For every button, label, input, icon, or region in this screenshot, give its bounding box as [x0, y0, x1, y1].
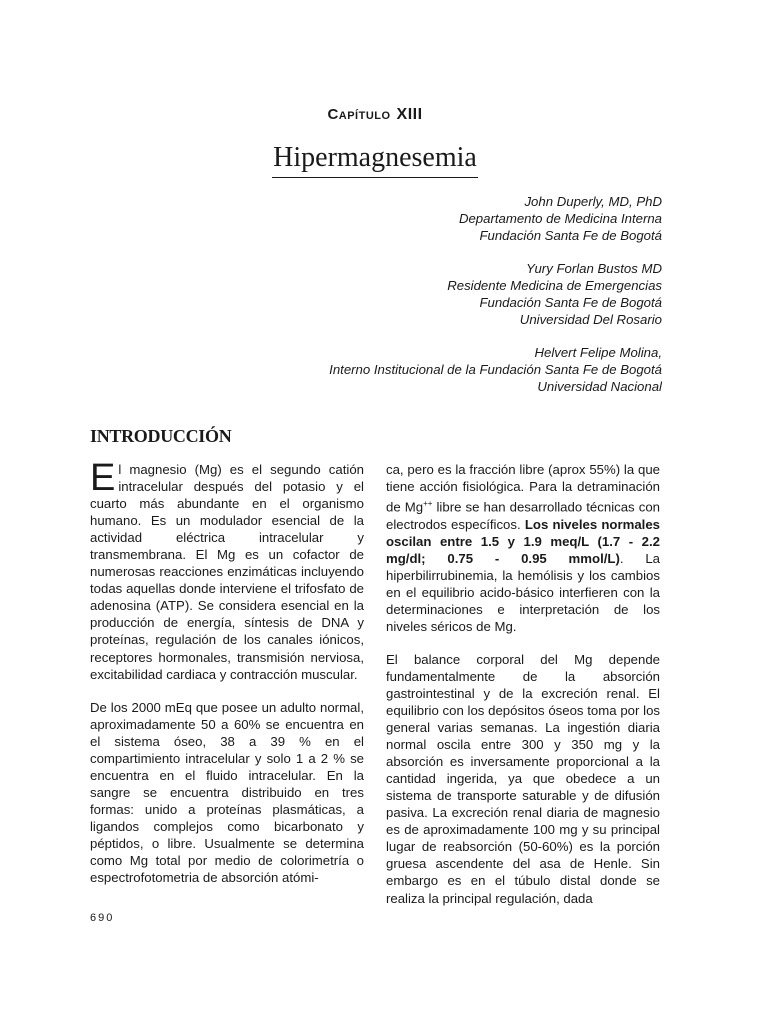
page-number: 690: [90, 912, 115, 924]
author-line: Yury Forlan Bustos MD: [526, 261, 662, 276]
drop-cap: E: [90, 457, 116, 499]
paragraph-text: . La hiperbilirrubinemia, la hemólisis y los cambios en el equilibrio acido-básico interfieren con la determinaciones e interpretación de los niveles séricos de Mg.: [386, 550, 660, 634]
author-line: Fundación Santa Fe de Bogotá: [479, 228, 662, 243]
right-column: [386, 461, 660, 923]
page-title: Hipermagnesemia: [272, 142, 478, 178]
chapter-number: XIII: [396, 106, 423, 123]
author-line: Interno Institucional de la Fundación Santa Fe de Bogotá: [329, 362, 662, 377]
chapter-label: [0, 106, 750, 124]
author-line: Helvert Felipe Molina,: [534, 345, 662, 360]
author-group-1: [329, 193, 662, 244]
author-line: John Duperly, MD, PhD: [524, 194, 662, 209]
superscript: ++: [423, 499, 433, 509]
author-group-3: [329, 344, 662, 395]
paragraph: [90, 457, 364, 683]
author-line: Departamento de Medicina Interna: [458, 211, 662, 226]
paragraph-text: ca, pero es la fracción libre (aprox 55%) la que tiene acción fisiológica. Para la detraminación de Mg: [386, 462, 660, 515]
author-group-2: [329, 260, 662, 328]
paragraph: El balance corporal del Mg depende fundamentalmente de la absorción gastrointestinal y de la excreción renal. El equilibrio con los depósitos óseos toma por los general varias semanas. La ingestión diaria normal oscila entre 300 y 350 mg y la absorción es inversamente proporcional a la cantidad ingerida, ya que obedece a un sistema de transporte saturable y de difusión pasiva. La excreción renal diaria de magnesio es de aproximadamente 100 mg y su principal lugar de reabsorción (50-60%) es la porción gruesa ascendente del asa de Henle. Sin embargo es en el túbulo distal donde se realiza la principal regulación, dada: [386, 651, 660, 906]
author-block: [329, 193, 662, 411]
author-line: Universidad Del Rosario: [519, 312, 662, 327]
section-heading: INTRODUCCIÓN: [90, 426, 232, 446]
normal-levels-text: Los niveles normales oscilan entre 1.5 y 1.9 meq/L (1.7 - 2.2 mg/dl; 0.75 - 0.95 mmol/L): [386, 516, 660, 566]
author-line: Fundación Santa Fe de Bogotá: [479, 295, 662, 310]
author-line: Universidad Nacional: [537, 379, 662, 394]
paragraph: De los 2000 mEq que posee un adulto normal, aproximadamente 50 a 60% se encuentra en el sistema óseo, 38 a 39 % en el compartimiento intracelular y solo 1 a 2 % se encuentra en el fluido intracelular. En la sangre se encuentra distribuido en tres formas: unido a proteínas plasmáticas, a ligandos complejos como bicarbonato y péptidos, o libre. Usualmente se determina como Mg total por medio de colorimetría o espectrofotometria de absorción atómi-: [90, 699, 364, 886]
author-line: Residente Medicina de Emergencias: [447, 278, 662, 293]
paragraph-text: l magnesio (Mg) es el segundo catión intracelular después del potasio y el cuarto más abundante en el organismo humano. Es un modulador esencial de la actividad eléctrica intracelular y transmembrana. El Mg es un cofactor de numerosas reacciones enzimáticas incluyendo todas aquellas donde interviene el trifosfato de adenosina (ATP). Se considera esencial en la producción de energía, síntesis de DNA y proteínas, regulación de los canales iónicos, receptores hormonales, transmisión nerviosa, excitabilidad cardiaca y contracción muscular.: [90, 462, 364, 682]
paragraph: [386, 461, 660, 635]
chapter-prefix: Capítulo: [327, 106, 391, 123]
left-column: [90, 457, 364, 902]
paragraph-text: libre se han desarrollado técnicas con electrodos específicos.: [386, 499, 660, 532]
